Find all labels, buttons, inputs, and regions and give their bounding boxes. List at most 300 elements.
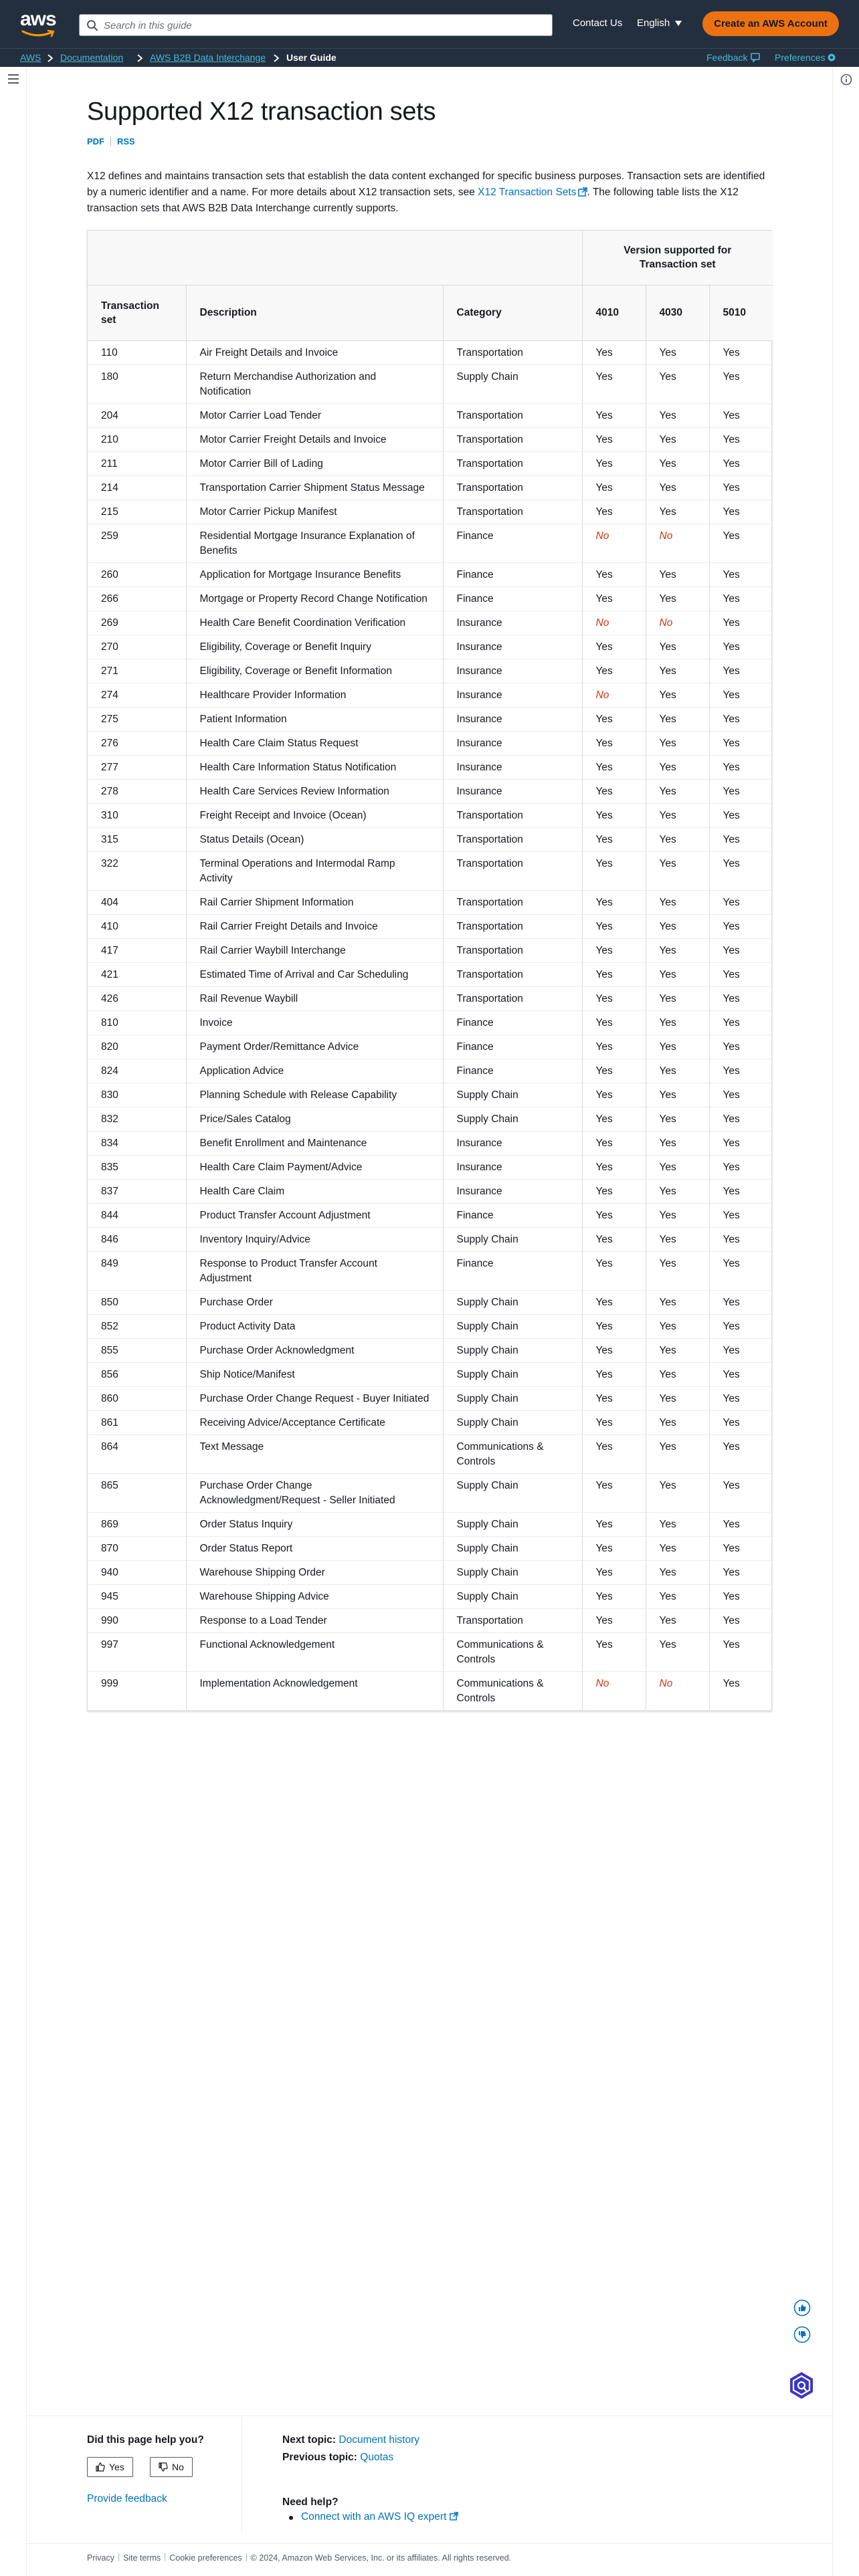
- preferences-link[interactable]: Preferences: [775, 52, 826, 63]
- table-row: [88, 1059, 773, 1083]
- table-row: [88, 755, 773, 779]
- cell-category: Supply Chain: [443, 1584, 582, 1608]
- cell-transaction-set: 210: [88, 427, 186, 451]
- cell-4030: Yes: [646, 427, 709, 451]
- cell-category: Insurance: [443, 659, 582, 683]
- cell-5010: Yes: [709, 1362, 773, 1386]
- cell-description: Warehouse Shipping Order: [186, 1560, 443, 1584]
- cell-4030: Yes: [646, 1083, 709, 1107]
- cell-4030: Yes: [646, 1473, 709, 1512]
- cell-transaction-set: 277: [88, 755, 186, 779]
- cell-description: Transportation Carrier Shipment Status Message: [186, 475, 443, 500]
- table-group-header-row: [88, 231, 773, 285]
- cell-category: Insurance: [443, 1179, 582, 1203]
- cell-4010: Yes: [582, 1290, 646, 1314]
- table-row: [88, 1338, 773, 1362]
- provide-feedback-link[interactable]: Provide feedback: [87, 2493, 167, 2504]
- table-row: [88, 1131, 773, 1155]
- table-row: [88, 1107, 773, 1131]
- cell-5010: Yes: [709, 1671, 773, 1710]
- cell-4030: Yes: [646, 986, 709, 1010]
- feedback-icon[interactable]: [751, 53, 760, 62]
- cell-4010: No: [582, 524, 646, 562]
- cell-5010: Yes: [709, 1632, 773, 1671]
- cell-description: Payment Order/Remittance Advice: [186, 1035, 443, 1059]
- cell-5010: Yes: [709, 803, 773, 827]
- cell-category: Supply Chain: [443, 1410, 582, 1434]
- cell-category: Transportation: [443, 403, 582, 427]
- version-group-header: Version supported for Transaction set: [582, 231, 773, 285]
- next-topic-label: Next topic:: [282, 2434, 337, 2446]
- cell-category: Supply Chain: [443, 1386, 582, 1410]
- cell-5010: Yes: [709, 1410, 773, 1434]
- cell-category: Transportation: [443, 475, 582, 500]
- cell-5010: Yes: [709, 1338, 773, 1362]
- cell-description: Purchase Order Change Acknowledgment/Request - Seller Initiated: [186, 1473, 443, 1512]
- contact-us-link[interactable]: Contact Us: [573, 17, 623, 29]
- copyright-text: © 2024, Amazon Web Services, Inc. or its affiliates. All rights reserved.: [250, 2553, 512, 2563]
- cell-5010: Yes: [709, 562, 773, 586]
- cell-description: Purchase Order Acknowledgment: [186, 1338, 443, 1362]
- cell-4010: Yes: [582, 1107, 646, 1131]
- cell-4030: Yes: [646, 827, 709, 851]
- cell-category: Finance: [443, 1059, 582, 1083]
- doc-format-links: [87, 136, 135, 146]
- cell-4030: Yes: [646, 1608, 709, 1632]
- amazon-q-icon[interactable]: [787, 2371, 816, 2400]
- cell-4030: Yes: [646, 1290, 709, 1314]
- cell-category: Insurance: [443, 707, 582, 731]
- cell-transaction-set: 990: [88, 1608, 186, 1632]
- cell-4030: Yes: [646, 659, 709, 683]
- cell-5010: Yes: [709, 1227, 773, 1251]
- cell-5010: Yes: [709, 1107, 773, 1131]
- cell-5010: Yes: [709, 1035, 773, 1059]
- breadcrumb-aws[interactable]: AWS: [20, 52, 41, 63]
- cell-4010: Yes: [582, 586, 646, 611]
- cell-5010: Yes: [709, 1059, 773, 1083]
- cell-description: Motor Carrier Bill of Lading: [186, 451, 443, 475]
- breadcrumb-b2b-data-interchange[interactable]: AWS B2B Data Interchange: [150, 52, 266, 63]
- cell-4010: Yes: [582, 827, 646, 851]
- cell-4010: Yes: [582, 1314, 646, 1338]
- table-row: [88, 1010, 773, 1035]
- intro-text: X12 defines and maintains transaction sets that establish the data content exchanged for specific business purposes. Transaction sets are identified by a numeric identifier and a name. For more details about X12 transaction sets, see: [87, 171, 765, 198]
- cell-transaction-set: 945: [88, 1584, 186, 1608]
- cell-4010: Yes: [582, 1512, 646, 1536]
- cell-transaction-set: 861: [88, 1410, 186, 1434]
- cell-category: Insurance: [443, 779, 582, 803]
- cell-4010: Yes: [582, 1386, 646, 1410]
- cell-transaction-set: 276: [88, 731, 186, 755]
- cell-description: Ship Notice/Manifest: [186, 1362, 443, 1386]
- cell-description: Status Details (Ocean): [186, 827, 443, 851]
- create-account-button[interactable]: Create an AWS Account: [702, 11, 839, 36]
- cell-4030: Yes: [646, 475, 709, 500]
- cell-4010: Yes: [582, 1059, 646, 1083]
- cell-category: Transportation: [443, 890, 582, 914]
- cell-4030: Yes: [646, 1434, 709, 1473]
- col-header-category: Category: [443, 285, 582, 340]
- cell-category: Supply Chain: [443, 1338, 582, 1362]
- table-row: [88, 500, 773, 524]
- cell-4010: Yes: [582, 659, 646, 683]
- cell-category: Insurance: [443, 635, 582, 659]
- cell-4030: Yes: [646, 635, 709, 659]
- intro-text-end: . The following table lists the X12 transaction sets that AWS B2B Data Interchange currently supports.: [87, 187, 739, 214]
- table-row: [88, 340, 773, 364]
- table-row: [88, 1035, 773, 1059]
- cell-transaction-set: 421: [88, 962, 186, 986]
- cell-5010: Yes: [709, 1155, 773, 1179]
- cell-transaction-set: 274: [88, 683, 186, 707]
- cell-4030: Yes: [646, 1512, 709, 1536]
- table: [88, 231, 773, 1711]
- cell-description: Health Care Services Review Information: [186, 779, 443, 803]
- cell-category: Finance: [443, 1035, 582, 1059]
- table-row: [88, 403, 773, 427]
- cell-description: Terminal Operations and Intermodal Ramp Activity: [186, 851, 443, 890]
- cell-4010: Yes: [582, 451, 646, 475]
- table-row: [88, 731, 773, 755]
- cell-5010: Yes: [709, 451, 773, 475]
- cell-4030: Yes: [646, 403, 709, 427]
- cell-5010: Yes: [709, 1386, 773, 1410]
- site-terms-link[interactable]: Site terms: [122, 2553, 161, 2563]
- cell-description: Warehouse Shipping Advice: [186, 1584, 443, 1608]
- cell-4030: Yes: [646, 1632, 709, 1671]
- search-input[interactable]: [102, 17, 544, 33]
- cell-description: Rail Revenue Waybill: [186, 986, 443, 1010]
- no-label: No: [172, 2462, 184, 2472]
- table-row: [88, 803, 773, 827]
- cell-4010: Yes: [582, 340, 646, 364]
- cell-4030: Yes: [646, 1203, 709, 1227]
- cell-transaction-set: 997: [88, 1632, 186, 1671]
- cell-5010: Yes: [709, 475, 773, 500]
- cell-transaction-set: 315: [88, 827, 186, 851]
- breadcrumb-user-guide: User Guide: [286, 52, 337, 63]
- cell-category: Finance: [443, 1251, 582, 1290]
- cell-transaction-set: 865: [88, 1473, 186, 1512]
- cell-description: Patient Information: [186, 707, 443, 731]
- cell-5010: Yes: [709, 1203, 773, 1227]
- table-row: [88, 851, 773, 890]
- table-header-row: [88, 285, 773, 340]
- cell-4010: Yes: [582, 938, 646, 962]
- cell-transaction-set: 830: [88, 1083, 186, 1107]
- cell-5010: Yes: [709, 1290, 773, 1314]
- cell-5010: Yes: [709, 427, 773, 451]
- cell-4030: Yes: [646, 1131, 709, 1155]
- breadcrumb-documentation[interactable]: Documentation: [60, 52, 124, 63]
- privacy-link[interactable]: Privacy: [87, 2553, 114, 2563]
- left-rail: [0, 67, 27, 2576]
- cell-description: Estimated Time of Arrival and Car Scheduling: [186, 962, 443, 986]
- cell-5010: Yes: [709, 1608, 773, 1632]
- language-selector[interactable]: English: [637, 17, 670, 29]
- cell-5010: Yes: [709, 1536, 773, 1560]
- cell-transaction-set: 322: [88, 851, 186, 890]
- cell-4030: Yes: [646, 962, 709, 986]
- cell-5010: Yes: [709, 890, 773, 914]
- cell-4010: Yes: [582, 1632, 646, 1671]
- cell-5010: Yes: [709, 1179, 773, 1203]
- empty-header-cell: [88, 231, 582, 285]
- cell-category: Insurance: [443, 611, 582, 635]
- cell-description: Health Care Claim Status Request: [186, 731, 443, 755]
- table-row: [88, 683, 773, 707]
- cell-5010: Yes: [709, 1131, 773, 1155]
- cell-category: Transportation: [443, 938, 582, 962]
- cell-5010: Yes: [709, 659, 773, 683]
- next-topic-link[interactable]: Document history: [339, 2434, 420, 2446]
- cell-category: Insurance: [443, 1155, 582, 1179]
- cell-transaction-set: 110: [88, 340, 186, 364]
- cell-category: Communications & Controls: [443, 1632, 582, 1671]
- cell-transaction-set: 275: [88, 707, 186, 731]
- table-row: [88, 1227, 773, 1251]
- cell-category: Transportation: [443, 986, 582, 1010]
- cell-description: Response to a Load Tender: [186, 1608, 443, 1632]
- cell-description: Product Transfer Account Adjustment: [186, 1203, 443, 1227]
- cell-5010: Yes: [709, 962, 773, 986]
- cell-4030: Yes: [646, 1314, 709, 1338]
- cell-category: Supply Chain: [443, 1512, 582, 1536]
- cell-category: Transportation: [443, 962, 582, 986]
- previous-topic-link[interactable]: Quotas: [360, 2452, 394, 2463]
- cell-transaction-set: 850: [88, 1290, 186, 1314]
- cell-transaction-set: 864: [88, 1434, 186, 1473]
- x12-link-text: X12 Transaction Sets: [478, 187, 577, 198]
- cell-4030: Yes: [646, 1338, 709, 1362]
- cell-description: Eligibility, Coverage or Benefit Information: [186, 659, 443, 683]
- cell-category: Supply Chain: [443, 1083, 582, 1107]
- table-row: [88, 562, 773, 586]
- table-row: [88, 451, 773, 475]
- cell-5010: Yes: [709, 364, 773, 403]
- cell-category: Communications & Controls: [443, 1434, 582, 1473]
- cell-4030: Yes: [646, 803, 709, 827]
- cell-4030: Yes: [646, 1155, 709, 1179]
- aws-iq-link-text: Connect with an AWS IQ expert: [301, 2511, 447, 2523]
- cell-5010: Yes: [709, 731, 773, 755]
- cell-description: Health Care Benefit Coordination Verification: [186, 611, 443, 635]
- table-row: [88, 1410, 773, 1434]
- table-row: [88, 1314, 773, 1338]
- table-row: [88, 827, 773, 851]
- cell-transaction-set: 844: [88, 1203, 186, 1227]
- cell-transaction-set: 214: [88, 475, 186, 500]
- cell-category: Supply Chain: [443, 1107, 582, 1131]
- cell-category: Communications & Controls: [443, 1671, 582, 1710]
- search-icon: [86, 19, 98, 31]
- cell-4010: Yes: [582, 851, 646, 890]
- cell-5010: Yes: [709, 827, 773, 851]
- table-row: [88, 1632, 773, 1671]
- table-row: [88, 962, 773, 986]
- cell-5010: Yes: [709, 524, 773, 562]
- cell-category: Transportation: [443, 827, 582, 851]
- cell-4030: Yes: [646, 1560, 709, 1584]
- cell-4010: Yes: [582, 755, 646, 779]
- cell-4010: Yes: [582, 779, 646, 803]
- cell-transaction-set: 260: [88, 562, 186, 586]
- cell-category: Transportation: [443, 340, 582, 364]
- cell-transaction-set: 849: [88, 1251, 186, 1290]
- cell-4010: Yes: [582, 1155, 646, 1179]
- cell-transaction-set: 824: [88, 1059, 186, 1083]
- feedback-link[interactable]: Feedback: [706, 52, 748, 63]
- cell-5010: Yes: [709, 914, 773, 938]
- cell-5010: Yes: [709, 611, 773, 635]
- table-row: [88, 1386, 773, 1410]
- cell-transaction-set: 270: [88, 635, 186, 659]
- cell-5010: Yes: [709, 1434, 773, 1473]
- cell-description: Purchase Order Change Request - Buyer Initiated: [186, 1386, 443, 1410]
- cell-description: Benefit Enrollment and Maintenance: [186, 1131, 443, 1155]
- aws-logo-text: aws: [20, 8, 56, 30]
- table-row: [88, 1290, 773, 1314]
- info-icon[interactable]: [840, 74, 852, 86]
- cell-5010: Yes: [709, 851, 773, 890]
- cell-4010: Yes: [582, 1560, 646, 1584]
- cell-4010: Yes: [582, 731, 646, 755]
- feedback-title: Did this page help you?: [87, 2434, 204, 2446]
- aws-logo[interactable]: [20, 9, 60, 39]
- cell-4030: Yes: [646, 1035, 709, 1059]
- cell-4010: Yes: [582, 1338, 646, 1362]
- thumbs-up-icon: [96, 2462, 105, 2472]
- cell-5010: Yes: [709, 779, 773, 803]
- cell-transaction-set: 869: [88, 1512, 186, 1536]
- cell-4010: Yes: [582, 803, 646, 827]
- cell-description: Product Activity Data: [186, 1314, 443, 1338]
- need-help-title: Need help?: [282, 2496, 339, 2508]
- cell-4030: Yes: [646, 1536, 709, 1560]
- divider: [110, 136, 111, 146]
- cell-category: Transportation: [443, 427, 582, 451]
- gear-icon[interactable]: [827, 53, 836, 62]
- cell-description: Health Care Claim Payment/Advice: [186, 1155, 443, 1179]
- chevron-right-icon: [273, 54, 280, 62]
- col-header-4030: 4030: [646, 285, 709, 340]
- menu-icon[interactable]: [7, 74, 19, 84]
- cell-transaction-set: 310: [88, 803, 186, 827]
- cell-transaction-set: 837: [88, 1179, 186, 1203]
- table-row: [88, 524, 773, 562]
- cell-category: Finance: [443, 562, 582, 586]
- cell-4030: Yes: [646, 938, 709, 962]
- cell-4010: Yes: [582, 1179, 646, 1203]
- cell-description: Order Status Inquiry: [186, 1512, 443, 1536]
- table-row: [88, 611, 773, 635]
- cell-4030: Yes: [646, 364, 709, 403]
- cell-4030: No: [646, 611, 709, 635]
- cell-5010: Yes: [709, 1560, 773, 1584]
- thumbs-up-icon[interactable]: [793, 2299, 811, 2317]
- cell-4010: Yes: [582, 1536, 646, 1560]
- table-row: [88, 586, 773, 611]
- table-row: [88, 1584, 773, 1608]
- cell-4030: Yes: [646, 1227, 709, 1251]
- table-row: [88, 1179, 773, 1203]
- cell-4010: Yes: [582, 914, 646, 938]
- cell-4010: Yes: [582, 500, 646, 524]
- cell-description: Eligibility, Coverage or Benefit Inquiry: [186, 635, 443, 659]
- cell-4010: Yes: [582, 1251, 646, 1290]
- cell-4010: Yes: [582, 1473, 646, 1512]
- col-header-description: Description: [186, 285, 443, 340]
- cookie-preferences-link[interactable]: Cookie preferences: [169, 2553, 242, 2563]
- aws-iq-expert-link[interactable]: [301, 2511, 458, 2523]
- table-row: [88, 1536, 773, 1560]
- cell-transaction-set: 410: [88, 914, 186, 938]
- x12-transaction-sets-link[interactable]: [478, 187, 587, 198]
- cell-5010: Yes: [709, 1584, 773, 1608]
- rss-link[interactable]: RSS: [117, 136, 135, 146]
- cell-4030: Yes: [646, 1107, 709, 1131]
- pdf-link[interactable]: PDF: [87, 136, 104, 146]
- cell-transaction-set: 271: [88, 659, 186, 683]
- cell-description: Return Merchandise Authorization and Notification: [186, 364, 443, 403]
- cell-description: Health Care Information Status Notification: [186, 755, 443, 779]
- table-row: [88, 364, 773, 403]
- cell-category: Finance: [443, 1203, 582, 1227]
- cell-4030: Yes: [646, 683, 709, 707]
- cell-5010: Yes: [709, 403, 773, 427]
- cell-category: Transportation: [443, 451, 582, 475]
- cell-4010: Yes: [582, 1362, 646, 1386]
- cell-4030: No: [646, 1671, 709, 1710]
- table-row: [88, 659, 773, 683]
- cell-category: Supply Chain: [443, 1362, 582, 1386]
- cell-category: Insurance: [443, 1131, 582, 1155]
- table-row: [88, 1560, 773, 1584]
- cell-5010: Yes: [709, 586, 773, 611]
- cell-4030: Yes: [646, 914, 709, 938]
- cell-transaction-set: 404: [88, 890, 186, 914]
- cell-4010: Yes: [582, 403, 646, 427]
- cell-4030: Yes: [646, 1251, 709, 1290]
- cell-5010: Yes: [709, 1512, 773, 1536]
- search-box: [79, 14, 553, 36]
- cell-4030: Yes: [646, 755, 709, 779]
- cell-4030: No: [646, 524, 709, 562]
- helpful-yes-button[interactable]: [87, 2457, 133, 2477]
- table-row: [88, 1512, 773, 1536]
- chevron-right-icon: [47, 54, 54, 62]
- caret-down-icon[interactable]: [674, 20, 682, 27]
- cell-4010: Yes: [582, 1035, 646, 1059]
- cell-description: Rail Carrier Freight Details and Invoice: [186, 914, 443, 938]
- cell-description: Inventory Inquiry/Advice: [186, 1227, 443, 1251]
- cell-4010: Yes: [582, 1434, 646, 1473]
- cell-transaction-set: 417: [88, 938, 186, 962]
- cell-4010: Yes: [582, 635, 646, 659]
- cell-4010: Yes: [582, 707, 646, 731]
- helpful-no-button[interactable]: [150, 2457, 193, 2477]
- next-topic: [282, 2434, 419, 2446]
- cell-description: Rail Carrier Waybill Interchange: [186, 938, 443, 962]
- thumbs-down-icon[interactable]: [793, 2326, 811, 2343]
- cell-category: Finance: [443, 524, 582, 562]
- cell-4010: Yes: [582, 427, 646, 451]
- cell-transaction-set: 852: [88, 1314, 186, 1338]
- cell-category: Supply Chain: [443, 1314, 582, 1338]
- cell-4030: Yes: [646, 562, 709, 586]
- table-row: [88, 1203, 773, 1227]
